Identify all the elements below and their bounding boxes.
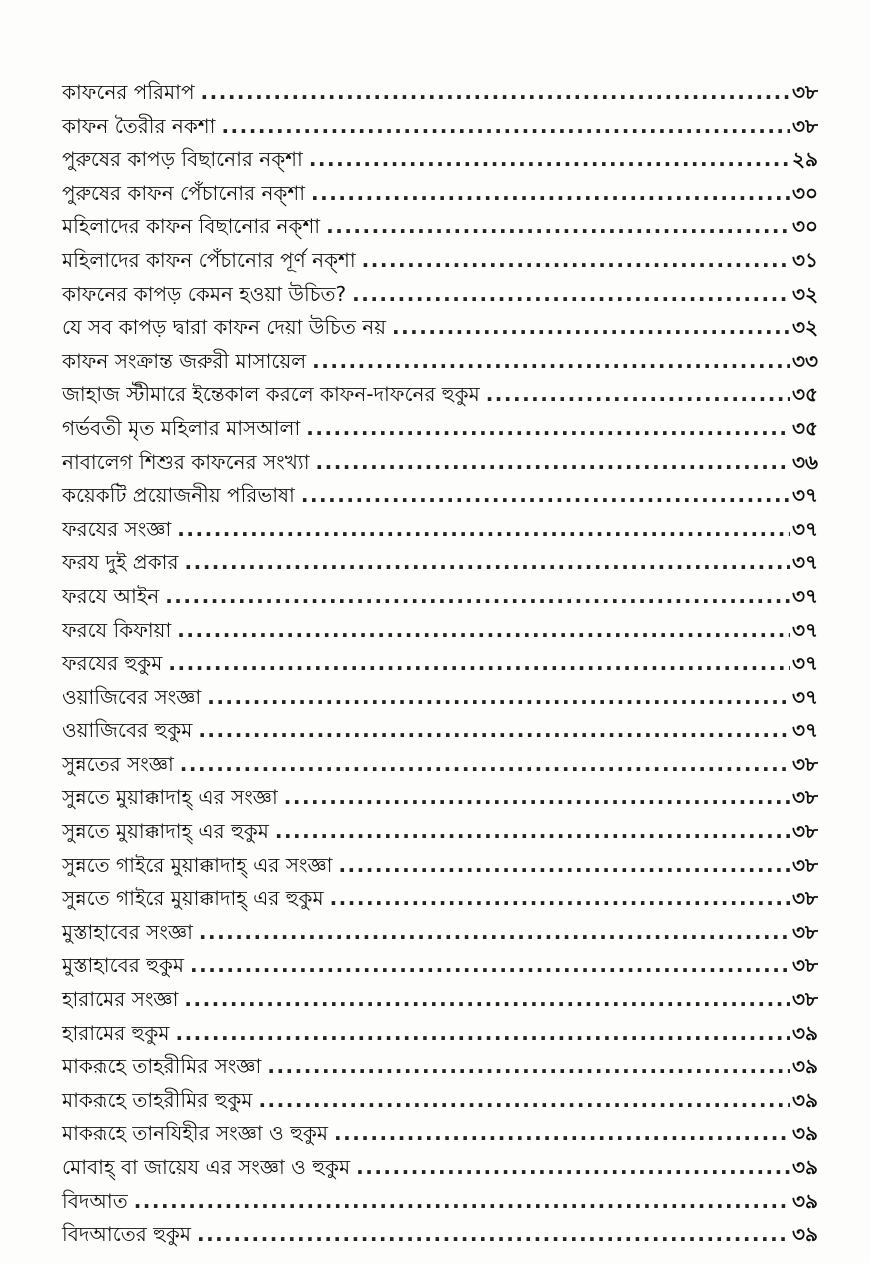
toc-entry-page-number: ৩৯: [792, 1054, 818, 1079]
toc-entry: [62, 1017, 818, 1051]
toc-entry: [62, 513, 818, 547]
toc-entry-title: কয়েকটি প্রয়োজনীয় পরিভাষা: [62, 483, 295, 508]
toc-entry-page-number: ৩৭: [791, 617, 818, 642]
dot-leader: [221, 110, 790, 144]
toc-entry: [62, 378, 818, 412]
dot-leader: [199, 916, 790, 950]
toc-entry-page-number: ৩৯: [792, 1121, 818, 1146]
toc-entry-title: ফরযে কিফায়া: [62, 617, 172, 642]
toc-entry: [62, 412, 818, 446]
toc-entry-title: বিদআত: [62, 1188, 128, 1213]
table-of-contents: [62, 76, 818, 1252]
toc-entry-page-number: ৩৯: [792, 1222, 818, 1247]
toc-entry-page-number: ৩৮: [792, 751, 818, 776]
dot-leader: [267, 1050, 790, 1084]
toc-entry-title: সুন্নতে গাইরে মুয়াক্কাদাহ্ এর হুকুম: [62, 886, 324, 911]
toc-entry-page-number: ৩০: [791, 180, 818, 205]
toc-entry: [62, 1050, 818, 1084]
toc-entry: [62, 1185, 818, 1219]
toc-entry-title: মাকরূহে তানযিহীর সংজ্ঞা ও হুকুম: [62, 1121, 329, 1146]
toc-entry: [62, 210, 818, 244]
toc-entry-title: গর্ভবতী মৃত মহিলার মাসআলা: [62, 415, 301, 440]
toc-entry-title: হারামের হুকুম: [62, 1020, 170, 1045]
dot-leader: [284, 781, 790, 815]
dot-leader: [362, 244, 790, 278]
toc-entry-page-number: ৩৯: [792, 1087, 818, 1112]
toc-entry-title: মোবাহ্ বা জায়েয এর সংজ্ঞা ও হুকুম: [62, 1155, 351, 1179]
toc-entry-title: ওয়াজিবের হুকুম: [62, 718, 193, 743]
dot-leader: [309, 143, 790, 177]
toc-entry: [62, 143, 818, 177]
dot-leader: [198, 714, 790, 748]
dot-leader: [165, 580, 790, 614]
dot-leader: [168, 647, 790, 681]
toc-entry-title: বিদআতের হুকুম: [62, 1222, 191, 1247]
toc-entry-title: ফরযের সংজ্ঞা: [62, 516, 172, 541]
toc-entry: [62, 446, 818, 480]
toc-entry-title: মহিলাদের কাফন বিছানোর নক্শা: [62, 214, 321, 239]
dot-leader: [486, 378, 790, 412]
dot-leader: [184, 983, 790, 1017]
toc-entry: [62, 614, 818, 648]
toc-entry: [62, 748, 818, 782]
toc-entry-title: পুরুষের কাফন পেঁচানোর নক্শা: [62, 180, 306, 205]
toc-entry-page-number: ৩৮: [792, 987, 818, 1012]
toc-entry-page-number: ৩৫: [792, 382, 818, 407]
dot-leader: [177, 513, 790, 547]
dot-leader: [311, 177, 790, 211]
toc-entry-page-number: ২৯: [792, 147, 818, 172]
toc-entry: [62, 76, 818, 110]
dot-leader: [326, 210, 790, 244]
toc-entry-title: মুস্তাহাবের সংজ্ঞা: [62, 919, 193, 944]
dot-leader: [392, 311, 790, 345]
toc-entry-page-number: ৩৮: [792, 80, 818, 104]
dot-leader: [338, 849, 790, 883]
toc-entry-title: কাফন তৈরীর নকশা: [62, 113, 216, 138]
toc-entry: [62, 916, 818, 950]
toc-entry-title: হারামের সংজ্ঞা: [62, 987, 179, 1012]
toc-entry: [62, 177, 818, 211]
toc-entry-title: কাফনের পরিমাপ: [62, 80, 195, 104]
toc-entry: [62, 815, 818, 849]
toc-entry-page-number: ৩৮: [792, 785, 818, 810]
toc-entry-page-number: ৩৭: [791, 483, 818, 508]
toc-entry-page-number: ৩২: [791, 281, 818, 306]
toc-entry: [62, 882, 818, 916]
dot-leader: [185, 546, 790, 580]
toc-entry-page-number: ৩২: [791, 315, 818, 340]
dot-leader: [201, 76, 790, 110]
toc-entry-title: কাফনের কাপড় কেমন হওয়া উচিত?: [62, 281, 347, 306]
toc-entry: [62, 244, 818, 278]
dot-leader: [177, 614, 790, 648]
toc-entry: [62, 949, 818, 983]
dot-leader: [258, 1084, 790, 1118]
toc-entry-page-number: ৩৯: [792, 1155, 818, 1179]
toc-entry-page-number: ৩৭: [791, 583, 818, 608]
dot-leader: [306, 412, 790, 446]
toc-entry: [62, 714, 818, 748]
toc-entry: [62, 546, 818, 580]
toc-entry: [62, 479, 818, 513]
toc-entry-title: যে সব কাপড় দ্বারা কাফন দেয়া উচিত নয়: [62, 315, 386, 340]
toc-entry-page-number: ৩৭: [791, 718, 818, 743]
dot-leader: [356, 1151, 790, 1185]
dot-leader: [301, 479, 790, 513]
toc-entry-page-number: ৩৬: [791, 449, 818, 474]
toc-entry-page-number: ৩৯: [792, 1188, 818, 1213]
dot-leader: [316, 446, 790, 480]
toc-entry: [62, 1218, 818, 1252]
toc-entry-title: নাবালেগ শিশুর কাফনের সংখ্যা: [62, 449, 310, 474]
dot-leader: [275, 815, 790, 849]
dot-leader: [197, 1218, 790, 1252]
toc-entry-title: জাহাজ স্টীমারে ইন্তেকাল করলে কাফন-দাফনের হুকুম: [62, 382, 480, 407]
toc-entry: [62, 1151, 818, 1185]
toc-entry: [62, 580, 818, 614]
toc-entry: [62, 647, 818, 681]
toc-entry: [62, 681, 818, 715]
toc-entry-page-number: ৩৭: [791, 684, 818, 709]
toc-entry-page-number: ৩৮: [792, 852, 818, 877]
toc-entry-page-number: ৩৮: [792, 819, 818, 844]
toc-entry-page-number: ৩৯: [792, 1020, 818, 1045]
toc-entry-title: সুন্নতে মুয়াক্কাদাহ্ এর হুকুম: [62, 819, 269, 844]
toc-entry: [62, 278, 818, 312]
toc-entry-page-number: ৩৭: [791, 516, 818, 541]
toc-entry-page-number: ৩১: [792, 247, 818, 272]
toc-entry-page-number: ৩৮: [792, 953, 818, 978]
dot-leader: [334, 1117, 790, 1151]
toc-entry: [62, 345, 818, 379]
toc-entry-title: ওয়াজিবের সংজ্ঞা: [62, 684, 202, 709]
toc-entry-page-number: ৩৮: [792, 919, 818, 944]
toc-entry: [62, 983, 818, 1017]
toc-entry: [62, 1084, 818, 1118]
toc-entry-title: ফরয দুই প্রকার: [62, 550, 179, 575]
toc-entry-title: সুন্নতে মুয়াক্কাদাহ্ এর সংজ্ঞা: [62, 785, 278, 810]
toc-entry-title: ফরযের হুকুম: [62, 651, 163, 676]
toc-entry-title: মাকরূহে তাহরীমির সংজ্ঞা: [62, 1054, 262, 1079]
toc-entry-title: সুন্নতের সংজ্ঞা: [62, 751, 174, 776]
dot-leader: [312, 345, 790, 379]
toc-entry-page-number: ৩৭: [791, 550, 818, 575]
dot-leader: [352, 278, 790, 312]
toc-entry: [62, 110, 818, 144]
toc-entry-page-number: ৩৮: [792, 886, 818, 911]
dot-leader: [134, 1185, 790, 1219]
toc-entry-page-number: ৩৮: [792, 113, 818, 138]
toc-entry-title: ফরযে আইন: [62, 583, 160, 608]
toc-entry: [62, 1117, 818, 1151]
dot-leader: [180, 748, 790, 782]
toc-entry: [62, 781, 818, 815]
toc-entry-title: মাকরূহে তাহরীমির হুকুম: [62, 1087, 253, 1112]
toc-entry-page-number: ৩০: [791, 214, 818, 239]
toc-entry: [62, 311, 818, 345]
toc-entry: [62, 849, 818, 883]
dot-leader: [175, 1017, 790, 1051]
dot-leader: [190, 949, 790, 983]
toc-entry-title: সুন্নতে গাইরে মুয়াক্কাদাহ্ এর সংজ্ঞা: [62, 852, 333, 877]
toc-entry-page-number: ৩৫: [792, 415, 818, 440]
toc-entry-title: পুরুষের কাপড় বিছানোর নক্শা: [62, 147, 303, 172]
toc-entry-page-number: ৩৩: [791, 348, 818, 373]
toc-entry-page-number: ৩৭: [791, 651, 818, 676]
toc-entry-title: মহিলাদের কাফন পেঁচানোর পূর্ণ নক্শা: [62, 247, 356, 272]
dot-leader: [207, 681, 790, 715]
dot-leader: [330, 882, 790, 916]
toc-entry-title: কাফন সংক্রান্ত জরুরী মাসায়েল: [62, 348, 307, 373]
toc-entry-title: মুস্তাহাবের হুকুম: [62, 953, 184, 978]
